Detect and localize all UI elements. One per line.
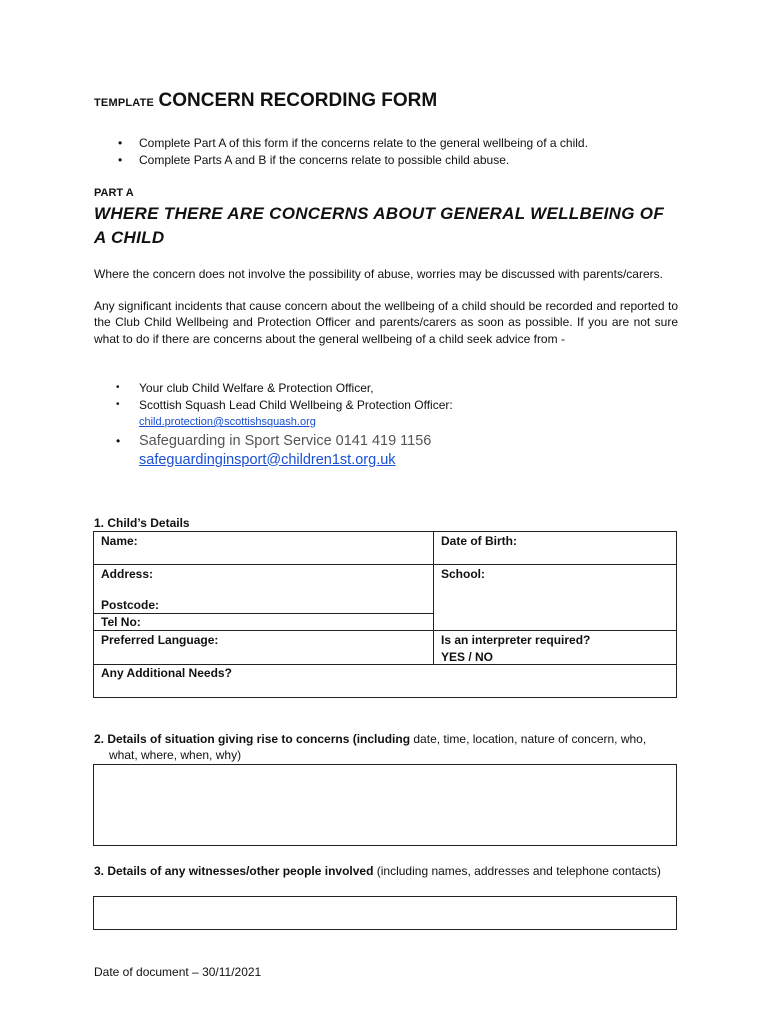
table-divider: [93, 630, 677, 631]
table-divider: [93, 564, 677, 565]
contact-squash-officer-label: Scottish Squash Lead Child Wellbeing & Protection Officer:: [139, 397, 453, 412]
witness-details-box[interactable]: [93, 896, 677, 930]
sis-email-link[interactable]: safeguardinginsport@children1st.org.uk: [139, 451, 396, 468]
contact-sis: [116, 432, 453, 470]
situation-details-box[interactable]: [93, 764, 677, 846]
section3-rest: (including names, addresses and telephone contacts): [373, 864, 661, 878]
squash-email-link[interactable]: child.protection@scottishsquash.org: [139, 416, 316, 428]
additional-needs-field[interactable]: Any Additional Needs?: [101, 666, 232, 680]
title-main: CONCERN RECORDING FORM: [158, 90, 438, 111]
name-field[interactable]: Name:: [101, 534, 138, 548]
intro-paragraph: Where the concern does not involve the possibility of abuse, worries may be discussed with parents/carers.: [94, 267, 663, 281]
interpreter-yes-no[interactable]: YES / NO: [441, 650, 494, 664]
title-prefix: TEMPLATE: [94, 97, 155, 109]
table-divider: [93, 613, 434, 614]
section2-bold: 2. Details of situation giving rise to concerns (including: [94, 732, 411, 746]
intro-bullets: [118, 135, 588, 169]
section2-rest: date, time, location, nature of concern, who,: [410, 732, 647, 746]
table-divider: [93, 664, 677, 665]
postcode-field[interactable]: Postcode:: [101, 598, 160, 612]
tel-field[interactable]: Tel No:: [101, 615, 141, 629]
table-divider: [433, 531, 434, 664]
interpreter-question: Is an interpreter required?: [441, 633, 591, 647]
school-field[interactable]: School:: [441, 567, 485, 581]
section2-line2: what, where, when, why): [109, 748, 242, 762]
address-field[interactable]: Address:: [101, 567, 154, 581]
section3-bold: 3. Details of any witnesses/other people involved: [94, 864, 374, 878]
intro-bullet: • Complete Part A of this form if the concerns relate to the general wellbeing of a child.: [118, 135, 588, 152]
intro-paragraph: Any significant incidents that cause concern about the wellbeing of a child should be recorded and reported to the Club Child Wellbeing and Protection Officer and parents/carers as soon as possible. If you are not sure what to do if there are concerns about the general wellbeing of a child seek advice from -: [94, 299, 678, 346]
section1-title: 1. Child’s Details: [94, 516, 190, 530]
contact-squash-officer: [116, 397, 453, 431]
section3-title: [94, 863, 678, 879]
contact-club-officer: • Your club Child Welfare & Protection Officer,: [116, 380, 453, 397]
language-field[interactable]: Preferred Language:: [101, 633, 219, 647]
part-heading: WHERE THERE ARE CONCERNS ABOUT GENERAL WELLBEING OF A CHILD: [94, 204, 665, 247]
section2-title: [94, 731, 678, 763]
contact-sis-label: Safeguarding in Sport Service 0141 419 1156: [139, 432, 432, 449]
dob-field[interactable]: Date of Birth:: [441, 534, 517, 548]
part-label: PART A: [94, 187, 134, 199]
contact-list: [116, 380, 453, 470]
intro-bullet: • Complete Parts A and B if the concerns relate to possible child abuse.: [118, 152, 588, 169]
page-title: [94, 90, 437, 112]
document-date: Date of document – 30/11/2021: [94, 965, 262, 979]
